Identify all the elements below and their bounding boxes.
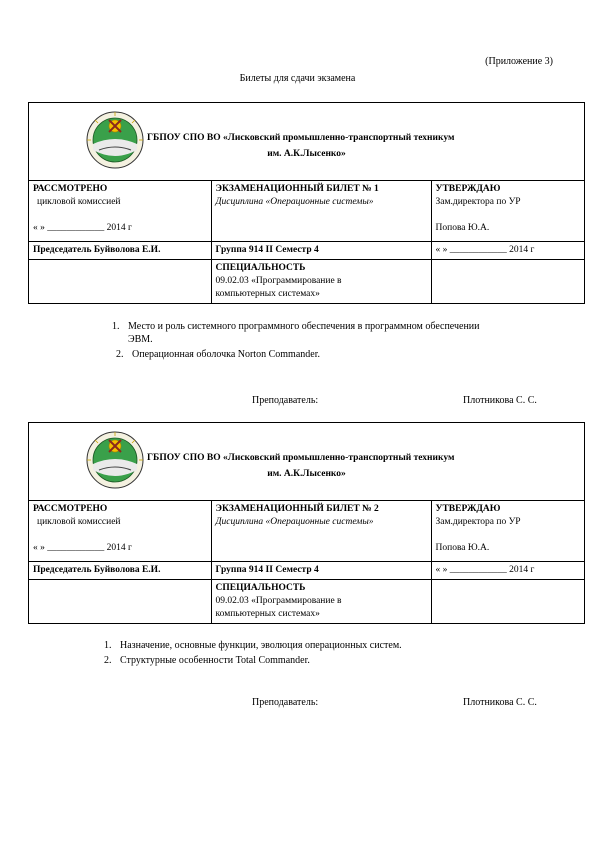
appendix-label: (Приложение 3) — [485, 56, 553, 67]
considered-label: РАССМОТРЕНО — [33, 504, 108, 514]
date-left: « » ____________ 2014 г — [33, 543, 132, 553]
empty-cell — [29, 579, 211, 623]
ticket-cell — [211, 181, 431, 241]
teacher-label: Преподаватель: — [252, 697, 319, 708]
discipline-label: Дисциплина «Операционные системы» — [215, 517, 374, 527]
college-emblem-icon — [85, 110, 145, 170]
teacher-label: Преподаватель: — [252, 395, 319, 406]
date-right: « » ____________ 2014 г — [431, 561, 584, 579]
ticket-number: ЭКЗАМЕНАЦИОННЫЙ БИЛЕТ № 1 — [215, 184, 379, 194]
page-title: Билеты для сдачи экзамена — [239, 73, 356, 84]
considered-label: РАССМОТРЕНО — [33, 184, 108, 194]
empty-cell — [29, 259, 211, 303]
deputy-label: Зам.директора по УР — [435, 517, 521, 527]
question-num: 1. — [112, 321, 120, 332]
institution-name-2: им. А.К.Лысенко» — [267, 149, 346, 159]
considered-cell — [29, 501, 211, 561]
chair-label: Председатель Буйволова Е.И. — [29, 241, 211, 259]
question-text: Операционная оболочка Norton Commander. — [132, 349, 320, 360]
specialty-cell — [211, 579, 431, 623]
approve-label: УТВЕРЖДАЮ — [435, 184, 501, 194]
specialty-line-2: компьютерных системах» — [215, 608, 320, 619]
commission-label: цикловой комиссией — [37, 197, 121, 207]
ticket-card-1 — [28, 102, 585, 304]
question-text: Структурные особенности Total Commander. — [120, 655, 310, 666]
ticket-cell — [211, 501, 431, 561]
teacher-name: Плотникова С. С. — [463, 395, 537, 406]
question-text: Место и роль системного программного обеспечения в программном обеспечении — [128, 321, 480, 332]
question-num: 2. — [116, 349, 124, 360]
specialty-label: СПЕЦИАЛЬНОСТЬ — [215, 582, 306, 593]
ticket-number: ЭКЗАМЕНАЦИОННЫЙ БИЛЕТ № 2 — [215, 504, 379, 514]
specialty-line-1: 09.02.03 «Программирование в — [215, 595, 342, 606]
commission-label: цикловой комиссией — [37, 517, 121, 527]
date-left: « » ____________ 2014 г — [33, 223, 132, 233]
date-right: « » ____________ 2014 г — [431, 241, 584, 259]
institution-name-2: им. А.К.Лысенко» — [267, 469, 346, 479]
considered-cell — [29, 181, 211, 241]
ticket-header — [29, 423, 584, 501]
approver-name: Попова Ю.А. — [435, 223, 490, 233]
institution-name: ГБПОУ СПО ВО «Лисковский промышленно-транспортный техникум — [147, 453, 455, 463]
discipline-label: Дисциплина «Операционные системы» — [215, 197, 374, 207]
ticket-header — [29, 103, 584, 181]
ticket-card-2 — [28, 422, 585, 624]
chair-label: Председатель Буйволова Е.И. — [29, 561, 211, 579]
ticket-table — [29, 181, 584, 303]
question-text-cont: ЭВМ. — [128, 334, 153, 345]
approve-cell — [431, 181, 584, 241]
empty-cell — [431, 259, 584, 303]
specialty-cell — [211, 259, 431, 303]
approve-cell — [431, 501, 584, 561]
group-label: Группа 914 II Семестр 4 — [211, 561, 431, 579]
specialty-line-2: компьютерных системах» — [215, 288, 320, 299]
question-num: 1. — [104, 640, 112, 651]
question-num: 2. — [104, 655, 112, 666]
question-text: Назначение, основные функции, эволюция операционных систем. — [120, 640, 402, 651]
ticket-table — [29, 501, 584, 623]
specialty-line-1: 09.02.03 «Программирование в — [215, 275, 342, 286]
empty-cell — [431, 579, 584, 623]
specialty-label: СПЕЦИАЛЬНОСТЬ — [215, 262, 306, 273]
group-label: Группа 914 II Семестр 4 — [211, 241, 431, 259]
approve-label: УТВЕРЖДАЮ — [435, 504, 501, 514]
college-emblem-icon — [85, 430, 145, 490]
deputy-label: Зам.директора по УР — [435, 197, 521, 207]
teacher-name: Плотникова С. С. — [463, 697, 537, 708]
institution-name: ГБПОУ СПО ВО «Лисковский промышленно-транспортный техникум — [147, 133, 455, 143]
approver-name: Попова Ю.А. — [435, 543, 490, 553]
